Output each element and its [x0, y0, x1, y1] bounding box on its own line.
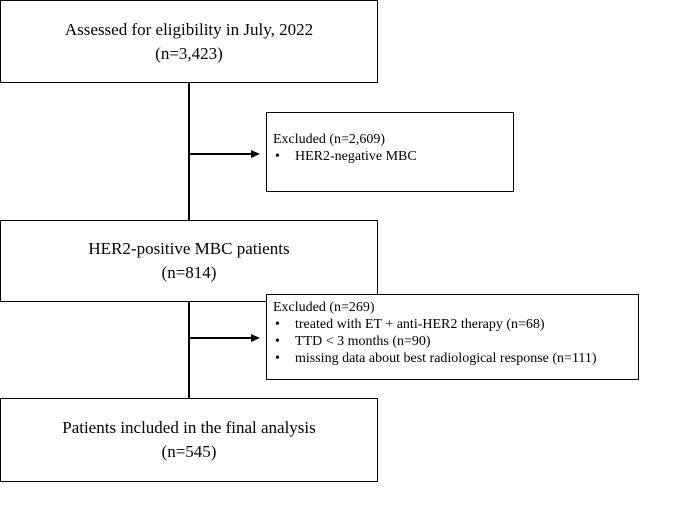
- excluded-2-item: • missing data about best radiological response (n=111): [273, 350, 632, 367]
- excluded-box-1: [266, 112, 514, 192]
- excluded-2-item: • treated with ET + anti-HER2 therapy (n=68): [273, 316, 632, 333]
- excluded-box-2: [266, 294, 639, 380]
- excluded-1-title: Excluded (n=2,609): [273, 132, 386, 147]
- excluded-2-title: Excluded (n=269): [273, 300, 375, 315]
- excluded-1-item: • HER2-negative MBC: [273, 148, 507, 165]
- final-count: (n=545): [161, 442, 217, 461]
- final-box: [0, 398, 378, 482]
- arrow-line-2: [188, 337, 253, 339]
- arrow-head-2: [251, 334, 260, 342]
- arrow-head-1: [251, 150, 260, 158]
- connector-2: [188, 302, 190, 398]
- assessed-label: Assessed for eligibility in July, 2022: [64, 19, 314, 39]
- her2-box: [0, 220, 378, 302]
- assessed-box: [0, 0, 378, 83]
- her2-label: HER2-positive MBC patients: [88, 239, 290, 258]
- final-label: Patients included in the final analysis: [62, 418, 316, 437]
- arrow-line-1: [188, 153, 253, 155]
- her2-count: (n=814): [161, 263, 217, 282]
- assessed-count: (n=3,423): [155, 43, 223, 63]
- excluded-2-item: • TTD < 3 months (n=90): [273, 333, 632, 350]
- connector-1: [188, 83, 190, 220]
